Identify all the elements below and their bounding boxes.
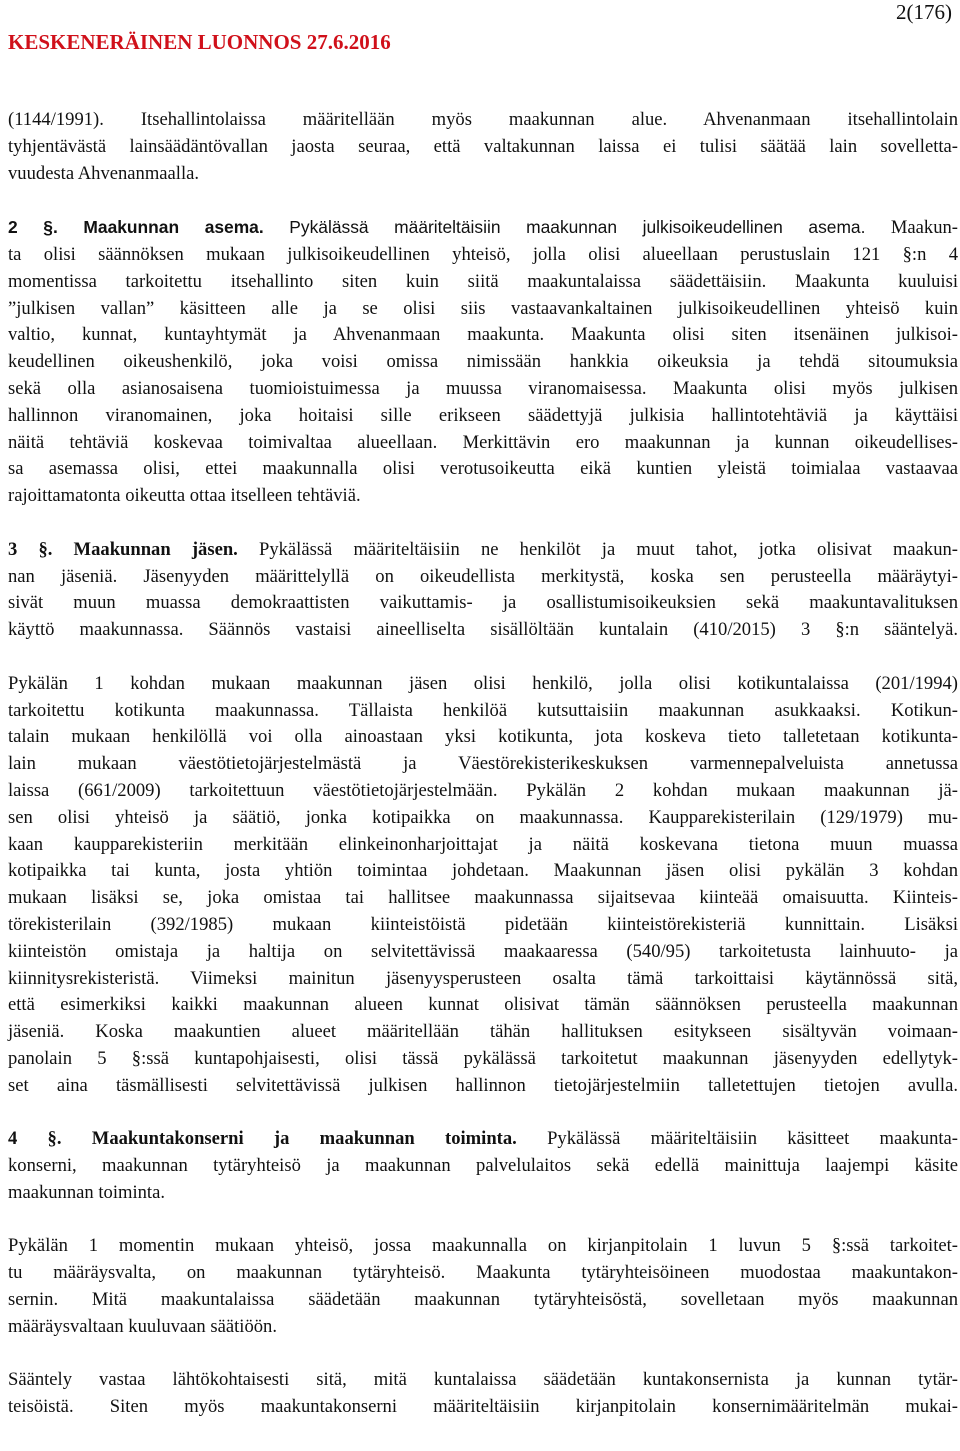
text-segment: Pykälän 1 momentin mukaan yhteisö, jossa maakunnalla on kirjanpitolain 1 luvun 5 §:ssä tarkoitet-	[8, 1235, 958, 1257]
text-line	[8, 242, 958, 269]
text-line	[8, 403, 958, 430]
text-line	[8, 296, 958, 323]
text-segment: tyhjentävästä lainsäädäntövallan jaosta seuraa, että valtakunnan laissa ei tulisi säätää lain sovelletta-	[8, 135, 958, 157]
text-segment: näitä tehtäviä koskevaa toimivaltaa alueellaan. Merkittävin ero maakunnan ja kunnan oikeudellises-	[8, 431, 958, 453]
paragraph	[8, 671, 958, 1100]
paragraph	[8, 537, 958, 644]
text-segment: vuudesta Ahvenanmaalla.	[8, 162, 200, 184]
text-line	[8, 1287, 958, 1314]
section-heading: 4 §. Maakuntakonserni ja maakunnan toiminta.	[8, 1128, 517, 1150]
text-line	[8, 1046, 958, 1073]
text-line	[8, 1019, 958, 1046]
text-segment: kiinteistön omistaja ja haltija on selvitettävissä maakaaressa (540/95) tarkoitetusta lainhuuto- ja	[8, 940, 958, 962]
text-segment: sen olisi yhteisö ja säätiö, jonka kotipaikka on maakunnassa. Kaupparekisterilain (129/1979) mu-	[8, 806, 958, 828]
text-line	[8, 564, 958, 591]
text-line	[8, 1394, 958, 1421]
text-line	[8, 671, 958, 698]
text-line	[8, 1314, 958, 1341]
text-segment: ta olisi säännöksen mukaan julkisoikeudellinen yhteisö, jolla olisi alueellaan perustuslain 121 §:n 4	[8, 243, 958, 265]
text-segment: laissa (661/2009) tarkoitettuun väestötietojärjestelmään. Pykälän 2 kohdan mukaan maakunnan jä-	[8, 779, 958, 801]
text-line	[8, 322, 958, 349]
text-line	[8, 992, 958, 1019]
page-number: 2(176)	[896, 0, 952, 24]
text-line	[8, 724, 958, 751]
text-line	[8, 966, 958, 993]
text-segment: maakunnan toiminta.	[8, 1181, 165, 1203]
paragraph	[8, 1233, 958, 1340]
text-line	[8, 107, 958, 134]
text-segment: ”julkisen vallan” käsitteen alle ja se olisi siis vastaavankaltainen julkisoikeudellinen yhteisö kuin	[8, 297, 958, 319]
text-segment: sernin. Mitä maakuntalaissa säädetään maakunnan tytäryhteisöstä, sovelletaan myös maakunnan	[8, 1289, 958, 1311]
text-line	[8, 1367, 958, 1394]
text-line	[8, 349, 958, 376]
text-line	[8, 430, 958, 457]
text-segment: teisöistä. Siten myös maakuntakonserni määriteltäisiin kirjanpitolain konsernimääritelmän mukai-	[8, 1396, 958, 1418]
paragraph	[8, 1367, 958, 1421]
text-segment: että esimerkiksi kaikki maakunnan alueen kunnat olisivat tämän säännöksen perusteella maakunnan	[8, 994, 958, 1016]
text-line	[8, 832, 958, 859]
text-line	[8, 1073, 958, 1100]
paragraph	[8, 214, 958, 510]
text-segment: hallinnon viranomainen, joka hoitaisi sille erikseen säädettyjä julkisia hallintotehtäviä ja käyttäisi	[8, 404, 958, 426]
text-segment: rajoittamatonta oikeutta ottaa itselleen tehtäviä.	[8, 485, 361, 507]
text-segment: (1144/1991). Itsehallintolaissa määritellään myös maakunnan alue. Ahvenanmaan itsehallintolain	[8, 109, 958, 130]
paragraph	[8, 107, 958, 187]
text-segment: kiinnitysrekisteristä. Viimeksi mainitun jäsenyysperusteen osalta tämä tarkoittaisi käytännössä sitä,	[8, 967, 958, 989]
text-segment: törekisterilain (392/1985) mukaan kiinteistöistä pidetään kiinteistörekisteriä kunnittain. Lisäksi	[8, 913, 958, 935]
text-segment: keudellinen oikeushenkilö, joka voisi omissa nimissään hankkia oikeuksia ja tehdä sitoumuksia	[8, 351, 958, 373]
text-segment: Pykälässä määriteltäisiin maakunnan julkisoikeudellinen asema.	[263, 217, 866, 238]
text-segment: valtio, kunnat, kuntayhtymät ja Ahvenanmaan maakunta. Maakunta olisi siten itsenäinen julkisoi-	[8, 324, 958, 346]
text-segment: Maakun-	[865, 217, 958, 239]
text-line	[8, 214, 958, 242]
text-segment: Pykälässä määriteltäisiin ne henkilöt ja muut tahot, jotka olisivat maakun-	[237, 538, 958, 560]
text-segment: sa asemassa olisi, ettei maakunnalla olisi verotusoikeutta eikä kuntien yleistä toimialaa vastaavaa	[8, 458, 958, 480]
text-line	[8, 912, 958, 939]
text-line	[8, 537, 958, 564]
text-segment: jäseniä. Koska maakuntien alueet määritellään tähän hallituksen esitykseen sisältyvän voimaan-	[8, 1021, 958, 1043]
text-segment: momentissa tarkoitettu itsehallinto siten kuin siitä maakuntalaissa säädettäisiin. Maakunta kuuluisi	[8, 270, 958, 292]
text-segment: määräysvaltaan kuuluvaan säätiöön.	[8, 1315, 277, 1337]
text-line	[8, 161, 958, 188]
text-line	[8, 590, 958, 617]
text-line	[8, 698, 958, 725]
draft-header: KESKENERÄINEN LUONNOS 27.6.2016	[8, 30, 391, 54]
text-line	[8, 269, 958, 296]
text-segment: kaan kaupparekisteriin merkitään elinkeinonharjoittajat ja näitä koskevana tietona muun muassa	[8, 833, 958, 855]
text-line	[8, 456, 958, 483]
text-segment: tarkoitettu kotikunta maakunnassa. Tällaista henkilöä kutsuttaisiin maakunnan asukkaaksi. Kotikun-	[8, 699, 958, 721]
text-segment: mukaan lisäksi se, joka omistaa tai hallitsee maakunnassa sijaitsevaa kiinteää omaisuutta. Kiinteis-	[8, 887, 958, 909]
section-heading: 3 §. Maakunnan jäsen.	[8, 538, 238, 560]
text-line	[8, 885, 958, 912]
text-segment: Sääntely vastaa lähtökohtaisesti sitä, mitä kuntalaissa säädetään kuntakonsernista ja kunnan tytär-	[8, 1369, 958, 1391]
text-segment: Pykälän 1 kohdan mukaan maakunnan jäsen olisi henkilö, jolla olisi kotikuntalaissa (201/1994)	[8, 672, 958, 694]
text-line	[8, 751, 958, 778]
text-line	[8, 778, 958, 805]
text-line	[8, 858, 958, 885]
text-line	[8, 376, 958, 403]
text-segment: kotipaikka tai kunta, josta yhtiön toimintaa johdetaan. Maakunnan jäsen olisi pykälän 3 kohdan	[8, 860, 958, 882]
document-body	[8, 107, 958, 1448]
text-line	[8, 1180, 958, 1207]
paragraph	[8, 1126, 958, 1206]
section-heading: 2 §. Maakunnan asema.	[8, 217, 264, 238]
text-segment: panolain 5 §:ssä kuntapohjaisesti, olisi tässä pykälässä tarkoitetut maakunnan jäsenyyden edellytyk-	[8, 1047, 958, 1069]
text-segment: nan jäseniä. Jäsenyyden määrittelyllä on oikeudellista merkitystä, koska sen perusteella määräytyi-	[8, 565, 958, 587]
text-line	[8, 483, 958, 510]
text-line	[8, 1126, 958, 1153]
text-line	[8, 1260, 958, 1287]
text-segment: set aina täsmällisesti selvitettävissä julkisen hallinnon tietojärjestelmiin talletettujen tietojen avulla.	[8, 1074, 958, 1096]
text-segment: Pykälässä määriteltäisiin käsitteet maakunta-	[516, 1128, 958, 1150]
text-line	[8, 805, 958, 832]
text-segment: konserni, maakunnan tytäryhteisö ja maakunnan palvelulaitos sekä edellä mainittuja laajempi käsite	[8, 1155, 958, 1177]
text-segment: sivät muun muassa demokraattisten vaikuttamis- ja osallistumisoikeuksien sekä maakuntavalituksen	[8, 592, 958, 614]
text-segment: sekä olla asianosaisena tuomioistuimessa ja muussa viranomaisessa. Maakunta olisi myös julkisen	[8, 377, 958, 399]
text-segment: talain mukaan henkilöllä voi olla ainoastaan yksi kotikunta, jota koskeva tieto talletetaan kotikunta-	[8, 726, 958, 748]
text-line	[8, 939, 958, 966]
text-segment: tu määräysvalta, on maakunnan tytäryhteisö. Maakunta tytäryhteisöineen muodostaa maakuntakon-	[8, 1262, 958, 1284]
text-segment: lain mukaan väestötietojärjestelmästä ja Väestörekisterikeskuksen varmennepalveluista annetussa	[8, 753, 958, 775]
text-line	[8, 134, 958, 161]
text-segment: käyttö maakunnassa. Säännös vastaisi aineelliselta sisällöltään kuntalain (410/2015) 3 §:n sääntelyä.	[8, 619, 958, 641]
text-line	[8, 1233, 958, 1260]
text-line	[8, 617, 958, 644]
text-line	[8, 1153, 958, 1180]
